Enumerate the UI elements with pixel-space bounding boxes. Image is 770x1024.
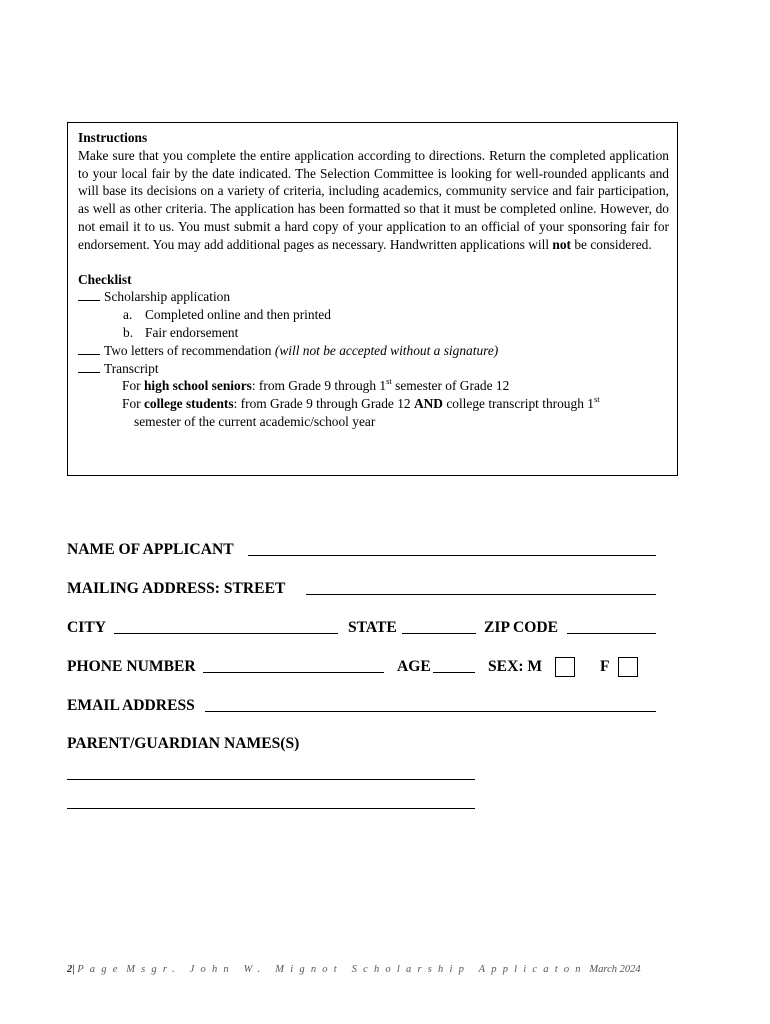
- checklist-item-letters: Two letters of recommendation (will not be accepted without a signature): [78, 342, 669, 360]
- mailing-address-label: MAILING ADDRESS: STREET: [67, 580, 286, 597]
- zip-label: ZIP CODE: [484, 619, 559, 636]
- check-blank: [78, 288, 100, 301]
- footer-title: Msgr. John W. Mignot Scholarship Applicaton: [126, 964, 587, 975]
- sex-male-checkbox[interactable]: [555, 657, 575, 677]
- checklist-item-transcript: Transcript: [78, 360, 669, 378]
- transcript-high-school: For high school seniors: from Grade 9 through 1st semester of Grade 12: [122, 376, 510, 394]
- phone-age-sex-row: [67, 658, 659, 680]
- checklist-item-application: Scholarship application: [78, 288, 669, 306]
- sex-female-label: F: [600, 658, 610, 675]
- guardian-name-field-1[interactable]: [67, 779, 475, 780]
- street-field[interactable]: [306, 580, 656, 595]
- age-field[interactable]: [433, 658, 475, 673]
- email-row: [67, 697, 659, 719]
- state-label: STATE: [348, 619, 397, 636]
- sex-female-checkbox[interactable]: [618, 657, 638, 677]
- sex-label: SEX: M: [488, 658, 543, 675]
- instructions-heading: Instructions: [78, 130, 148, 145]
- city-field[interactable]: [114, 619, 338, 634]
- transcript-college-continued: semester of the current academic/school year: [134, 413, 376, 429]
- footer-page-word: Page: [77, 964, 124, 975]
- guardian-label: PARENT/GUARDIAN NAMES(S): [67, 735, 300, 752]
- page-footer: [67, 964, 687, 975]
- guardian-name-field-2[interactable]: [67, 808, 475, 809]
- mailing-address-row: [67, 580, 659, 602]
- zip-field[interactable]: [567, 619, 656, 634]
- page-number: 2: [67, 964, 73, 975]
- email-field[interactable]: [205, 697, 656, 712]
- phone-field[interactable]: [203, 658, 384, 673]
- city-state-zip-row: [67, 619, 659, 641]
- checklist-heading: Checklist: [78, 271, 132, 287]
- email-label: EMAIL ADDRESS: [67, 697, 195, 714]
- checklist-subitem-a: a. Completed online and then printed: [123, 307, 331, 323]
- guardian-row: [67, 735, 659, 757]
- instructions-box: [67, 122, 678, 476]
- state-field[interactable]: [402, 619, 476, 634]
- applicant-name-field[interactable]: [248, 541, 656, 556]
- applicant-name-row: [67, 541, 659, 563]
- footer-separator: |: [72, 964, 75, 975]
- applicant-name-label: NAME OF APPLICANT: [67, 541, 234, 558]
- transcript-college: For college students: from Grade 9 through Grade 12 AND college transcript through 1st: [122, 394, 600, 412]
- phone-label: PHONE NUMBER: [67, 658, 196, 675]
- checklist: [78, 271, 669, 431]
- check-blank: [78, 342, 100, 355]
- instructions-text: Make sure that you complete the entire application according to directions. Return the completed application to your local fair by the date indicated. The Selection Committee is looking for well-rounded applicants and will base its decisions on a variety of criteria, including academics, community service and fair participation, as well as other criteria. The application has been formatted so that it must be completed online. However, do not email it to us. You must submit a hard copy of your application to an official of your sponsoring fair for endorsement. You may add additional pages as necessary. Handwritten applications will not be considered.: [78, 147, 669, 252]
- footer-date: March 2024: [589, 964, 641, 975]
- age-label: AGE: [397, 658, 431, 675]
- city-label: CITY: [67, 619, 106, 636]
- checklist-subitem-b: b. Fair endorsement: [123, 324, 239, 340]
- check-blank: [78, 360, 100, 373]
